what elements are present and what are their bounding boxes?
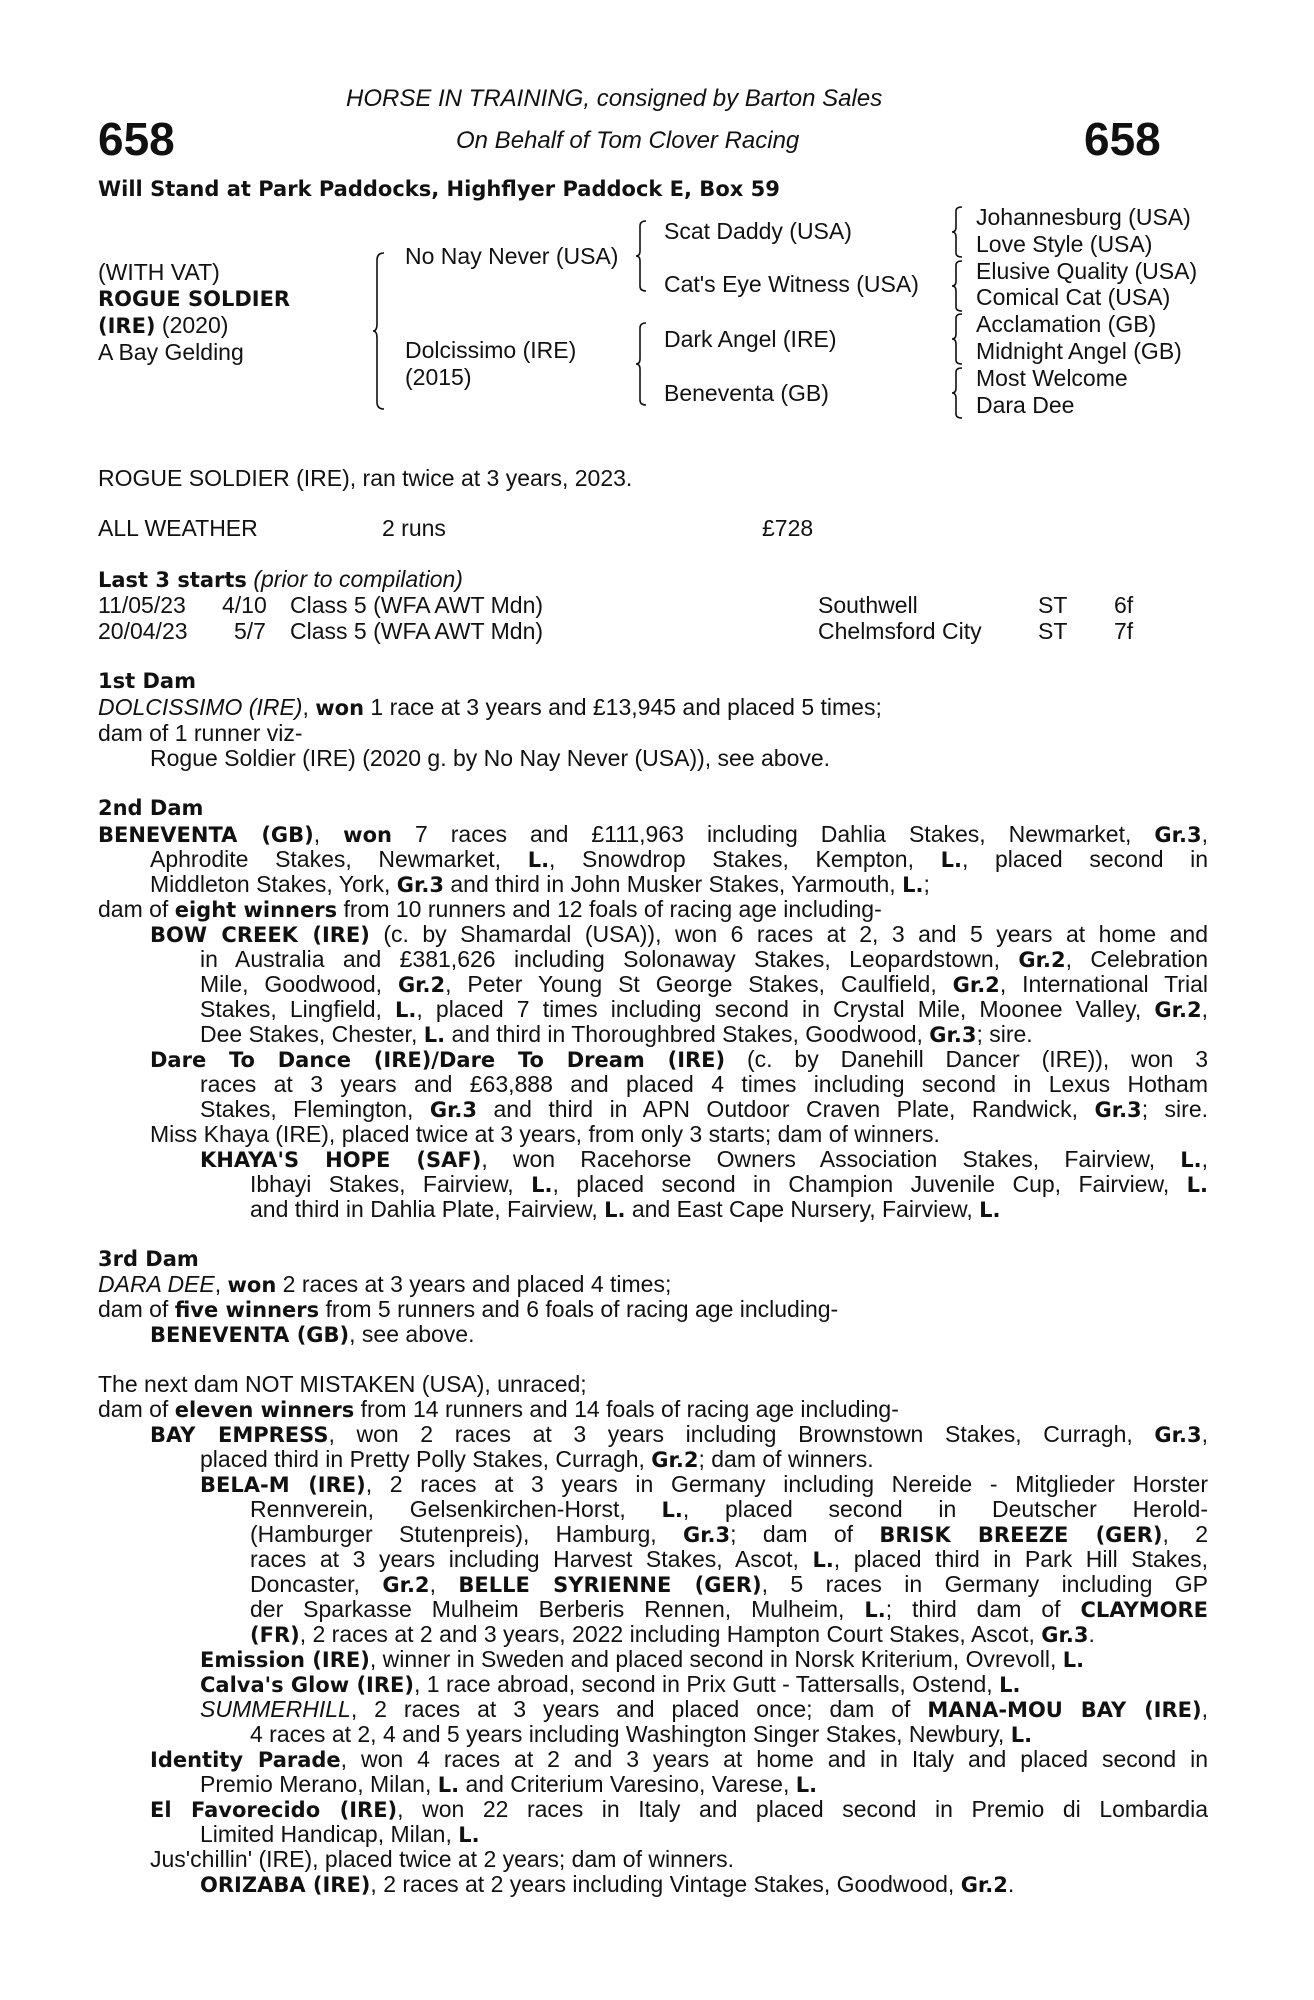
text: , 2 races at 3 years in Germany including Nereide - Mitglieder Horster [365, 1471, 1208, 1497]
text: ; sire. [976, 1021, 1033, 1047]
won-label: won [343, 823, 392, 847]
progeny-line [250, 1596, 1208, 1623]
text: dam of [98, 896, 175, 922]
dam-name: DARA DEE [98, 1271, 215, 1297]
text: and third in Thoroughbred Stakes, Goodwood, [445, 1021, 930, 1047]
text: Stakes, Lingfield, [200, 996, 396, 1022]
start-date: 20/04/23 [98, 618, 188, 644]
pedigree-sire: No Nay Never (USA) [405, 243, 619, 269]
record-prize: £728 [762, 515, 814, 541]
text: , see above. [349, 1321, 475, 1347]
text: , 2 races at 2 and 3 years, 2022 including Hampton Court Stakes, Ascot, [299, 1621, 1042, 1647]
text: , Peter Young St George Stakes, Caulfield, [445, 971, 953, 997]
dam2-line [98, 896, 882, 923]
dam3-line [150, 1321, 474, 1348]
text: in Australia and £381,626 including Solonaway Stakes, Leopardstown, [200, 946, 1019, 972]
progeny-line [200, 1646, 1084, 1673]
horse-name: MANA-MOU BAY (IRE) [927, 1698, 1202, 1722]
grade: Gr.3 [396, 873, 444, 897]
dam3-line [98, 1271, 671, 1298]
pedigree-brace-ds [952, 313, 964, 365]
pedigree-dam: Dolcissimo (IRE) [405, 337, 577, 363]
progeny-line [200, 996, 1208, 1023]
dam3-line [98, 1296, 838, 1323]
won-label: won [315, 696, 365, 720]
text: , won 4 races at 2 and 3 years at home and in Italy and placed second in [340, 1746, 1208, 1772]
pedigree-brace-sire [636, 220, 648, 292]
horse-name: Emission (IRE) [200, 1648, 370, 1672]
listed: L. [940, 848, 962, 872]
listed: L. [1180, 1148, 1202, 1172]
horse-name: El Favorecido (IRE) [150, 1798, 398, 1822]
start-race: Class 5 (WFA AWT Mdn) [290, 618, 544, 644]
lot-number-right: 658 [1084, 113, 1161, 165]
dam1-line: dam of 1 runner viz- [98, 720, 303, 746]
text: , placed third in Park Hill Stakes, [833, 1546, 1208, 1572]
text: , won 22 races in Italy and placed second in Premio di Lombardia [397, 1796, 1208, 1822]
grade: Gr.3 [1041, 1623, 1089, 1647]
dam2-heading: 2nd Dam [98, 796, 204, 820]
start-course: Southwell [818, 592, 918, 618]
vat-note: (WITH VAT) [98, 259, 220, 285]
pedigree-sire-dam: Cat's Eye Witness (USA) [664, 271, 919, 297]
text: , [1201, 1146, 1209, 1172]
listed: L. [604, 1198, 626, 1222]
text: from 5 runners and 6 foals of racing age including- [319, 1296, 839, 1322]
sep: , [313, 821, 344, 847]
listed: L. [999, 1673, 1021, 1697]
progeny-line [250, 1571, 1208, 1598]
text: , placed second in [961, 846, 1209, 872]
text: , 2 races at 2 years including Vintage Stakes, Goodwood, [370, 1871, 961, 1897]
horse-name: ORIZABA (IRE) [200, 1873, 371, 1897]
text: , International Trial [999, 971, 1208, 997]
text: from 10 runners and 12 foals of racing age including- [337, 896, 882, 922]
grade: Gr.2 [960, 1873, 1008, 1897]
grade: Gr.3 [1154, 1423, 1202, 1447]
text: from 14 runners and 14 foals of racing age including- [354, 1396, 899, 1422]
pedigree-sss: Johannesburg (USA) [976, 204, 1191, 230]
start-position: 5/7 [234, 618, 266, 644]
horse-name: (FR) [250, 1623, 300, 1647]
horse-name: SUMMERHILL [200, 1696, 351, 1722]
text: Limited Handicap, Milan, [200, 1821, 459, 1847]
text: (Hamburger Stutenpreis), Hamburg, [250, 1521, 683, 1547]
listed: L. [395, 998, 417, 1022]
pedigree-sds: Elusive Quality (USA) [976, 258, 1198, 284]
text: 4 races at 2, 4 and 5 years including Washington Singer Stakes, Newbury, [250, 1721, 1011, 1747]
start-going: ST [1038, 592, 1068, 618]
text: 7 races and £111,963 including Dahlia Stakes, Newmarket, [391, 821, 1155, 847]
start-going: ST [1038, 618, 1068, 644]
text: (c. by Danehill Dancer (IRE)), won 3 [725, 1046, 1208, 1072]
horse-name: BOW CREEK (IRE) [150, 923, 370, 947]
dam-name: BENEVENTA (GB) [98, 823, 314, 847]
record-runs: 2 runs [382, 515, 446, 541]
text: dam of [98, 1396, 175, 1422]
text: , [429, 1571, 459, 1597]
horse-country: (IRE) [98, 314, 156, 338]
horse-name: BELA-M (IRE) [200, 1473, 366, 1497]
progeny-line [150, 1421, 1208, 1448]
last-starts-title: Last 3 starts [98, 568, 247, 592]
text: Middleton Stakes, York, [150, 871, 397, 897]
listed: L. [902, 873, 924, 897]
winners-count: eight winners [174, 898, 338, 922]
horse-name: BRISK BREEZE (GER) [879, 1523, 1163, 1547]
text: , won Racehorse Owners Association Stakes, Fairview, [481, 1146, 1181, 1172]
text: , Snowdrop Stakes, Kempton, [549, 846, 941, 872]
horse-name: Calva's Glow (IRE) [200, 1673, 414, 1697]
progeny-line [200, 1146, 1208, 1173]
lot-number-left: 658 [98, 113, 175, 165]
pedigree-sire-sire: Scat Daddy (USA) [664, 218, 852, 244]
text: Premio Merano, Milan, [200, 1771, 438, 1797]
pedigree-dsd: Midnight Angel (GB) [976, 338, 1182, 364]
text: , placed 7 times including second in Crystal Mile, Moonee Valley, [416, 996, 1155, 1022]
horse-description: A Bay Gelding [98, 339, 244, 365]
grade: Gr.3 [1094, 1098, 1142, 1122]
listed: L. [531, 1173, 553, 1197]
text: and third in John Musker Stakes, Yarmouth, [443, 871, 903, 897]
dam3-heading: 3rd Dam [98, 1247, 199, 1271]
grade: Gr.2 [651, 1448, 699, 1472]
grade: Gr.2 [952, 973, 1000, 997]
won-label: won [227, 1273, 277, 1297]
pedigree-brace-main [372, 252, 386, 410]
horse-year: (2020) [155, 312, 229, 338]
progeny-line [200, 1821, 480, 1848]
record-surface: ALL WEATHER [98, 515, 258, 541]
stand-location: Will Stand at Park Paddocks, Highflyer Paddock E, Box 59 [98, 177, 780, 201]
dam2-line [150, 871, 930, 898]
text: . [1088, 1621, 1095, 1647]
pedigree-brace-ss [952, 206, 964, 258]
text: and third in APN Outdoor Craven Plate, Randwick, [477, 1096, 1095, 1122]
grade: Gr.2 [1018, 948, 1066, 972]
pedigree-dam-dam: Beneventa (GB) [664, 380, 829, 406]
progeny-line [200, 971, 1208, 998]
progeny-line: races at 3 years and £63,888 and placed 4 times including second in Lexus Hotham [200, 1071, 1208, 1097]
winners-count: eleven winners [174, 1398, 355, 1422]
text: Ibhayi Stakes, Fairview, [250, 1171, 532, 1197]
start-distance: 6f [1114, 592, 1134, 618]
dam2-line [98, 821, 1208, 848]
pedigree-sdd: Comical Cat (USA) [976, 284, 1171, 310]
sep: , [214, 1271, 228, 1297]
listed: L. [1010, 1723, 1033, 1747]
last-starts-note: (prior to compilation) [246, 566, 463, 592]
text: Rennverein, Gelsenkirchen-Horst, [250, 1496, 662, 1522]
horse-name: KHAYA'S HOPE (SAF) [200, 1148, 482, 1172]
listed: L. [979, 1198, 1001, 1222]
horse-name: BAY EMPRESS [150, 1423, 329, 1447]
pedigree-brace-sd [952, 260, 964, 312]
text: Aphrodite Stakes, Newmarket, [150, 846, 528, 872]
text: , [1201, 821, 1208, 847]
text: , 1 race abroad, second in Prix Gutt - Tattersalls, Ostend, [413, 1671, 1000, 1697]
progeny-line: Jus'chillin' (IRE), placed twice at 2 years; dam of winners. [150, 1846, 735, 1872]
next-dam-line [98, 1396, 899, 1423]
pedigree-ddd: Dara Dee [976, 392, 1075, 418]
progeny-line [200, 1471, 1208, 1498]
grade: Gr.3 [929, 1023, 977, 1047]
dam1-heading: 1st Dam [98, 669, 196, 693]
start-date: 11/05/23 [98, 592, 186, 618]
grade: Gr.3 [1154, 823, 1202, 847]
progeny-line [250, 1521, 1208, 1548]
text: , placed second in Champion Juvenile Cup, Fairview, [552, 1171, 1187, 1197]
text: Doncaster, [250, 1571, 383, 1597]
listed: L. [1062, 1648, 1085, 1672]
listed: L. [527, 848, 550, 872]
text: , [1201, 1696, 1208, 1722]
progeny-line [200, 1671, 1020, 1698]
last-starts-heading [98, 566, 463, 593]
horse-country-year [98, 312, 228, 339]
start-position: 4/10 [222, 592, 267, 618]
horse-name: ROGUE SOLDIER [98, 287, 291, 311]
dam1-line: Rogue Soldier (IRE) (2020 g. by No Nay Never (USA)), see above. [150, 745, 831, 771]
pedigree-ssd: Love Style (USA) [976, 231, 1153, 257]
start-distance: 7f [1114, 618, 1134, 644]
listed: L. [864, 1598, 886, 1622]
dam1-line [98, 694, 882, 721]
grade: Gr.2 [1154, 998, 1202, 1022]
grade: Gr.2 [397, 973, 446, 997]
pedigree-dam-year: (2015) [405, 364, 472, 390]
text: Mile, Goodwood, [200, 971, 398, 997]
listed: L. [661, 1498, 683, 1522]
horse-name: BENEVENTA (GB) [150, 1323, 350, 1347]
text: , [1201, 1421, 1209, 1447]
progeny-line [250, 1621, 1095, 1648]
text: Dee Stakes, Chester, [200, 1021, 424, 1047]
progeny-line [200, 1771, 817, 1798]
text: and East Cape Nursery, Fairview, [625, 1196, 980, 1222]
progeny-line [200, 1021, 1033, 1048]
dam2-line [150, 846, 1208, 873]
text: , won 2 races at 3 years including Brownstown Stakes, Curragh, [328, 1421, 1155, 1447]
race-summary: ROGUE SOLDIER (IRE), ran twice at 3 years, 2023. [98, 465, 633, 491]
grade: Gr.2 [382, 1573, 430, 1597]
progeny-line [200, 1696, 1208, 1723]
progeny-line [150, 1796, 1208, 1823]
text: and Criterium Varesino, Varese, [459, 1771, 796, 1797]
listed: L. [437, 1773, 460, 1797]
progeny-line [250, 1721, 1032, 1748]
progeny-line [250, 1496, 1208, 1523]
consignment-line: HORSE IN TRAINING, consigned by Barton Sales [346, 85, 883, 112]
text: , [1201, 996, 1208, 1022]
progeny-line [200, 1871, 1014, 1898]
sep: , [302, 694, 316, 720]
pedigree-dss: Acclamation (GB) [976, 311, 1157, 337]
text: , winner in Sweden and placed second in Norsk Kriterium, Ovrevoll, [369, 1646, 1063, 1672]
progeny-line [250, 1196, 1001, 1223]
progeny-line [150, 921, 1208, 948]
text: placed third in Pretty Polly Stakes, Curragh, [200, 1446, 652, 1472]
horse-name: CLAYMORE [1080, 1598, 1208, 1622]
text: , 2 races at 3 years and placed once; dam of [350, 1696, 928, 1722]
horse-name: Identity Parade [150, 1748, 341, 1772]
progeny-line [250, 1171, 1208, 1198]
text: races at 3 years including Harvest Stakes, Ascot, [250, 1546, 813, 1572]
text: and third in Dahlia Plate, Fairview, [250, 1196, 605, 1222]
text: 1 race at 3 years and £13,945 and placed 5 times; [364, 694, 882, 720]
text: ; third dam of [885, 1596, 1081, 1622]
listed: L. [812, 1548, 834, 1572]
pedigree-brace-dam [636, 322, 648, 406]
dam-name: DOLCISSIMO (IRE) [98, 694, 303, 720]
text: dam of [98, 1296, 175, 1322]
pedigree-dam-sire: Dark Angel (IRE) [664, 326, 837, 352]
text: (c. by Shamardal (USA)), won 6 races at 2, 3 and 5 years at home and [369, 921, 1208, 947]
progeny-line: Miss Khaya (IRE), placed twice at 3 years, from only 3 starts; dam of winners. [150, 1121, 940, 1147]
text: , 5 races in Germany including GP [761, 1571, 1208, 1597]
listed: L. [1186, 1173, 1208, 1197]
grade: Gr.3 [682, 1523, 731, 1547]
progeny-line [150, 1746, 1208, 1773]
text: , placed second in Deutscher Herold- [682, 1496, 1208, 1522]
start-race: Class 5 (WFA AWT Mdn) [290, 592, 544, 618]
text: Stakes, Flemington, [200, 1096, 430, 1122]
text: , 2 [1162, 1521, 1208, 1547]
horse-name: Dare To Dance (IRE)/Dare To Dream (IRE) [150, 1048, 726, 1072]
next-dam-line: The next dam NOT MISTAKEN (USA), unraced; [98, 1371, 587, 1397]
horse-name: BELLE SYRIENNE (GER) [458, 1573, 762, 1597]
progeny-line [200, 946, 1208, 973]
listed: L. [795, 1773, 818, 1797]
text: ; [923, 871, 930, 897]
pedigree-brace-dd [952, 367, 964, 419]
text: , Celebration [1065, 946, 1208, 972]
winners-count: five winners [174, 1298, 320, 1322]
progeny-line [200, 1096, 1208, 1123]
text: 2 races at 3 years and placed 4 times; [276, 1271, 672, 1297]
text: . [1007, 1871, 1015, 1897]
text: ; dam of winners. [698, 1446, 874, 1472]
grade: Gr.3 [429, 1098, 478, 1122]
text: ; dam of [730, 1521, 880, 1547]
pedigree-dds: Most Welcome [976, 365, 1128, 391]
listed: L. [458, 1823, 480, 1847]
text: ; sire. [1141, 1096, 1209, 1122]
start-course: Chelmsford City [818, 618, 982, 644]
on-behalf-line: On Behalf of Tom Clover Racing [456, 127, 800, 154]
progeny-line [150, 1046, 1208, 1073]
listed: L. [423, 1023, 446, 1047]
progeny-line [250, 1546, 1208, 1573]
text: der Sparkasse Mulheim Berberis Rennen, Mulheim, [250, 1596, 865, 1622]
progeny-line [200, 1446, 874, 1473]
